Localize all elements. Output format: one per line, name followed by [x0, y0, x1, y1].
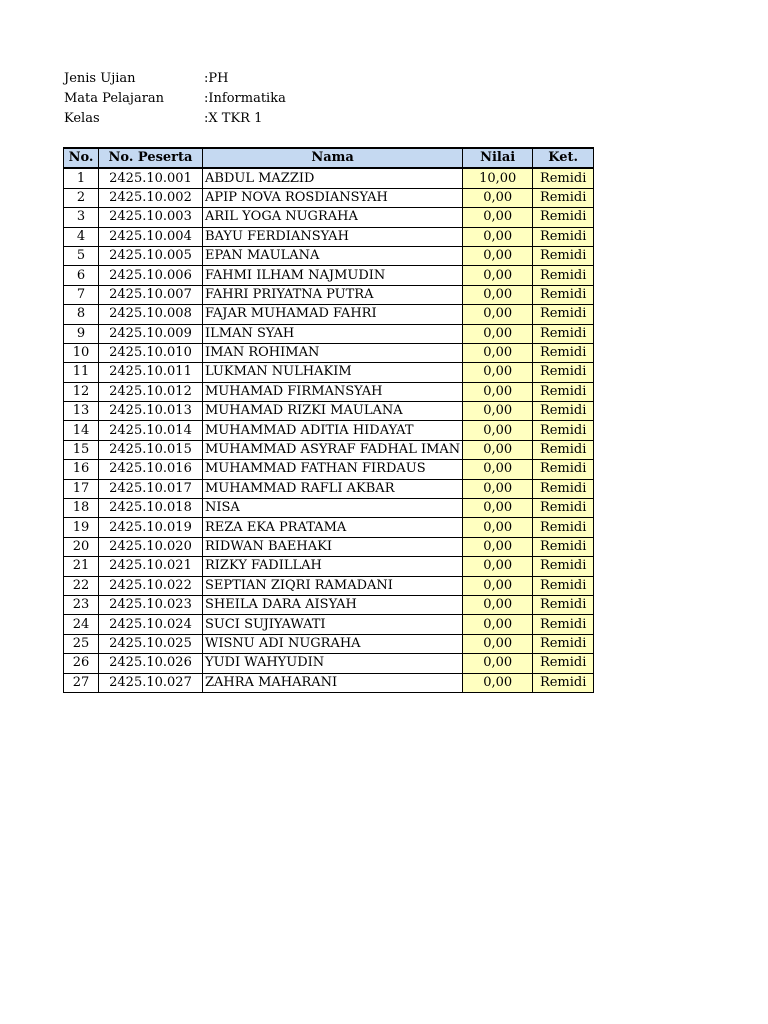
class-row	[64, 109, 286, 129]
cell-participant-id: 2425.10.024	[99, 615, 203, 634]
cell-participant-id: 2425.10.002	[99, 188, 203, 207]
table-row	[64, 440, 594, 459]
table-row	[64, 557, 594, 576]
cell-no: 10	[64, 343, 99, 362]
cell-remark: Remidi	[533, 537, 594, 556]
table-row	[64, 382, 594, 401]
subject-row	[64, 89, 286, 109]
cell-remark: Remidi	[533, 518, 594, 537]
table-row	[64, 537, 594, 556]
cell-remark: Remidi	[533, 499, 594, 518]
cell-name: SEPTIAN ZIQRI RAMADANI	[203, 576, 463, 595]
subject-value: :Informatika	[204, 91, 286, 106]
cell-name: MUHAMAD RIZKI MAULANA	[203, 402, 463, 421]
cell-no: 5	[64, 246, 99, 265]
cell-no: 14	[64, 421, 99, 440]
cell-name: WISNU ADI NUGRAHA	[203, 634, 463, 653]
cell-no: 4	[64, 227, 99, 246]
cell-name: MUHAMMAD ASYRAF FADHAL IMAN	[203, 440, 463, 459]
cell-no: 16	[64, 460, 99, 479]
header-participant-id: No. Peserta	[99, 148, 203, 168]
cell-remark: Remidi	[533, 402, 594, 421]
cell-score: 0,00	[463, 654, 533, 673]
table-row	[64, 673, 594, 692]
cell-participant-id: 2425.10.010	[99, 343, 203, 362]
cell-participant-id: 2425.10.011	[99, 363, 203, 382]
cell-no: 12	[64, 382, 99, 401]
cell-score: 0,00	[463, 673, 533, 692]
cell-remark: Remidi	[533, 363, 594, 382]
table-row	[64, 479, 594, 498]
cell-no: 7	[64, 285, 99, 304]
cell-participant-id: 2425.10.014	[99, 421, 203, 440]
cell-no: 21	[64, 557, 99, 576]
exam-type-value: :PH	[204, 71, 229, 86]
cell-no: 15	[64, 440, 99, 459]
cell-participant-id: 2425.10.009	[99, 324, 203, 343]
table-row	[64, 188, 594, 207]
cell-score: 0,00	[463, 499, 533, 518]
exam-info	[64, 69, 286, 129]
cell-participant-id: 2425.10.021	[99, 557, 203, 576]
table-row	[64, 576, 594, 595]
header-remark: Ket.	[533, 148, 594, 168]
cell-no: 9	[64, 324, 99, 343]
cell-participant-id: 2425.10.016	[99, 460, 203, 479]
table-row	[64, 460, 594, 479]
header-no: No.	[64, 148, 99, 168]
cell-no: 24	[64, 615, 99, 634]
cell-participant-id: 2425.10.001	[99, 168, 203, 188]
table-row	[64, 499, 594, 518]
cell-score: 0,00	[463, 557, 533, 576]
cell-no: 1	[64, 168, 99, 188]
cell-participant-id: 2425.10.003	[99, 208, 203, 227]
cell-no: 17	[64, 479, 99, 498]
cell-score: 0,00	[463, 402, 533, 421]
cell-name: REZA EKA PRATAMA	[203, 518, 463, 537]
cell-name: ILMAN SYAH	[203, 324, 463, 343]
cell-participant-id: 2425.10.025	[99, 634, 203, 653]
cell-name: RIZKY FADILLAH	[203, 557, 463, 576]
cell-name: MUHAMMAD FATHAN FIRDAUS	[203, 460, 463, 479]
cell-no: 23	[64, 595, 99, 614]
cell-score: 10,00	[463, 168, 533, 188]
cell-remark: Remidi	[533, 634, 594, 653]
cell-score: 0,00	[463, 460, 533, 479]
cell-participant-id: 2425.10.027	[99, 673, 203, 692]
table-row	[64, 363, 594, 382]
table-row	[64, 305, 594, 324]
cell-score: 0,00	[463, 518, 533, 537]
cell-name: MUHAMMAD RAFLI AKBAR	[203, 479, 463, 498]
cell-name: APIP NOVA ROSDIANSYAH	[203, 188, 463, 207]
subject-label: Mata Pelajaran	[64, 91, 165, 106]
table-row	[64, 208, 594, 227]
table-row	[64, 595, 594, 614]
cell-no: 25	[64, 634, 99, 653]
cell-remark: Remidi	[533, 421, 594, 440]
exam-type-row	[64, 69, 286, 89]
cell-name: NISA	[203, 499, 463, 518]
cell-remark: Remidi	[533, 615, 594, 634]
cell-remark: Remidi	[533, 654, 594, 673]
cell-score: 0,00	[463, 421, 533, 440]
cell-no: 6	[64, 266, 99, 285]
cell-name: FAHMI ILHAM NAJMUDIN	[203, 266, 463, 285]
cell-participant-id: 2425.10.019	[99, 518, 203, 537]
table-row	[64, 654, 594, 673]
cell-remark: Remidi	[533, 440, 594, 459]
cell-participant-id: 2425.10.008	[99, 305, 203, 324]
cell-remark: Remidi	[533, 168, 594, 188]
cell-name: FAJAR MUHAMAD FAHRI	[203, 305, 463, 324]
cell-participant-id: 2425.10.013	[99, 402, 203, 421]
table-row	[64, 343, 594, 362]
cell-score: 0,00	[463, 576, 533, 595]
cell-remark: Remidi	[533, 576, 594, 595]
table-row	[64, 246, 594, 265]
cell-name: ZAHRA MAHARANI	[203, 673, 463, 692]
cell-remark: Remidi	[533, 208, 594, 227]
cell-no: 8	[64, 305, 99, 324]
class-value: :X TKR 1	[204, 111, 263, 126]
table-row	[64, 168, 594, 188]
table-row	[64, 402, 594, 421]
table-row	[64, 615, 594, 634]
cell-remark: Remidi	[533, 343, 594, 362]
cell-score: 0,00	[463, 382, 533, 401]
cell-name: IMAN ROHIMAN	[203, 343, 463, 362]
cell-remark: Remidi	[533, 246, 594, 265]
table-row	[64, 227, 594, 246]
cell-name: RIDWAN BAEHAKI	[203, 537, 463, 556]
cell-participant-id: 2425.10.007	[99, 285, 203, 304]
cell-no: 20	[64, 537, 99, 556]
cell-participant-id: 2425.10.022	[99, 576, 203, 595]
cell-score: 0,00	[463, 479, 533, 498]
cell-participant-id: 2425.10.006	[99, 266, 203, 285]
cell-remark: Remidi	[533, 460, 594, 479]
table-row	[64, 634, 594, 653]
cell-participant-id: 2425.10.023	[99, 595, 203, 614]
cell-score: 0,00	[463, 246, 533, 265]
cell-name: SHEILA DARA AISYAH	[203, 595, 463, 614]
cell-no: 3	[64, 208, 99, 227]
table-header-row	[64, 148, 594, 168]
cell-participant-id: 2425.10.012	[99, 382, 203, 401]
cell-name: FAHRI PRIYATNA PUTRA	[203, 285, 463, 304]
cell-no: 11	[64, 363, 99, 382]
table-row	[64, 421, 594, 440]
cell-score: 0,00	[463, 188, 533, 207]
cell-remark: Remidi	[533, 227, 594, 246]
cell-remark: Remidi	[533, 595, 594, 614]
cell-name: MUHAMMAD ADITIA HIDAYAT	[203, 421, 463, 440]
cell-remark: Remidi	[533, 305, 594, 324]
cell-no: 13	[64, 402, 99, 421]
cell-remark: Remidi	[533, 479, 594, 498]
cell-participant-id: 2425.10.004	[99, 227, 203, 246]
cell-remark: Remidi	[533, 188, 594, 207]
cell-score: 0,00	[463, 324, 533, 343]
cell-remark: Remidi	[533, 382, 594, 401]
cell-name: LUKMAN NULHAKIM	[203, 363, 463, 382]
cell-no: 2	[64, 188, 99, 207]
table-row	[64, 266, 594, 285]
cell-remark: Remidi	[533, 673, 594, 692]
cell-remark: Remidi	[533, 285, 594, 304]
cell-name: MUHAMAD FIRMANSYAH	[203, 382, 463, 401]
cell-no: 18	[64, 499, 99, 518]
table-row	[64, 324, 594, 343]
cell-score: 0,00	[463, 537, 533, 556]
cell-score: 0,00	[463, 208, 533, 227]
grades-table	[63, 147, 594, 693]
cell-name: BAYU FERDIANSYAH	[203, 227, 463, 246]
header-name: Nama	[203, 148, 463, 168]
cell-no: 27	[64, 673, 99, 692]
cell-participant-id: 2425.10.017	[99, 479, 203, 498]
cell-participant-id: 2425.10.005	[99, 246, 203, 265]
cell-score: 0,00	[463, 595, 533, 614]
table-row	[64, 518, 594, 537]
exam-type-label: Jenis Ujian	[64, 71, 136, 86]
cell-participant-id: 2425.10.018	[99, 499, 203, 518]
cell-score: 0,00	[463, 266, 533, 285]
cell-name: SUCI SUJIYAWATI	[203, 615, 463, 634]
header-score: Nilai	[463, 148, 533, 168]
cell-participant-id: 2425.10.026	[99, 654, 203, 673]
cell-remark: Remidi	[533, 266, 594, 285]
cell-no: 26	[64, 654, 99, 673]
cell-no: 22	[64, 576, 99, 595]
class-label: Kelas	[64, 111, 100, 126]
cell-name: ABDUL MAZZID	[203, 168, 463, 188]
cell-remark: Remidi	[533, 557, 594, 576]
cell-name: EPAN MAULANA	[203, 246, 463, 265]
cell-remark: Remidi	[533, 324, 594, 343]
cell-score: 0,00	[463, 440, 533, 459]
cell-name: YUDI WAHYUDIN	[203, 654, 463, 673]
cell-score: 0,00	[463, 634, 533, 653]
cell-name: ARIL YOGA NUGRAHA	[203, 208, 463, 227]
cell-score: 0,00	[463, 615, 533, 634]
table-body	[64, 168, 594, 692]
cell-score: 0,00	[463, 285, 533, 304]
cell-participant-id: 2425.10.020	[99, 537, 203, 556]
cell-score: 0,00	[463, 363, 533, 382]
cell-score: 0,00	[463, 343, 533, 362]
cell-score: 0,00	[463, 305, 533, 324]
cell-participant-id: 2425.10.015	[99, 440, 203, 459]
table-row	[64, 285, 594, 304]
cell-score: 0,00	[463, 227, 533, 246]
cell-no: 19	[64, 518, 99, 537]
